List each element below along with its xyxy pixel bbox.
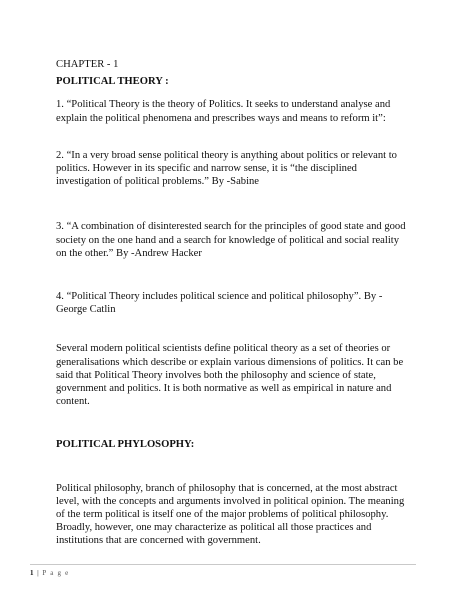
page-footer <box>30 564 416 581</box>
chapter-label: CHAPTER - 1 <box>56 59 119 70</box>
summary-paragraph: Several modern political scientists define political theory as a set of theories or generalisations which describe or explain various dimensions of politics. It can be said that Political Theory involves both the philosophy and science of state, government and politics. It is both normative as well as empirical in nature and content. <box>56 343 404 408</box>
definition-2: 2. “In a very broad sense political theory is anything about politics or relevant to politics. However in its specific and narrow sense, it is “the disciplined investigation of political problems.” By -Sabine <box>56 149 397 188</box>
footer-separator: | <box>37 569 39 577</box>
definition-1: 1. “Political Theory is the theory of Politics. It seeks to understand analyse and explain the political phenomena and prescribes ways and means to reform it”: <box>56 99 391 124</box>
page-word: P a g e <box>42 569 70 577</box>
heading-political-theory: POLITICAL THEORY : <box>56 76 169 88</box>
spacer <box>56 260 412 290</box>
spacer <box>56 125 412 149</box>
page-body <box>56 58 412 548</box>
philosophy-paragraph: Political philosophy, branch of philosophy that is concerned, at the most abstract level, with the concepts and arguments involved in political opinion. The meaning of the term political is itself one of the major problems of political philosophy. Broadly, however, one may characterize as political all those practices and institutions that are concerned with government. <box>56 482 405 547</box>
page-number: 1 <box>30 569 34 577</box>
heading-political-philosophy: POLITICAL PHYLOSOPHY: <box>56 439 195 451</box>
spacer <box>56 316 412 342</box>
definition-3: 3. “A combination of disinterested search for the principles of good state and good society on the one hand and a search for knowledge of political and social reality on the other.” By -Andrew Hacker <box>56 221 406 259</box>
spacer <box>56 408 412 438</box>
spacer <box>56 188 412 220</box>
definition-4: 4. “Political Theory includes political science and political philosophy”. By - George Catlin <box>56 291 383 316</box>
